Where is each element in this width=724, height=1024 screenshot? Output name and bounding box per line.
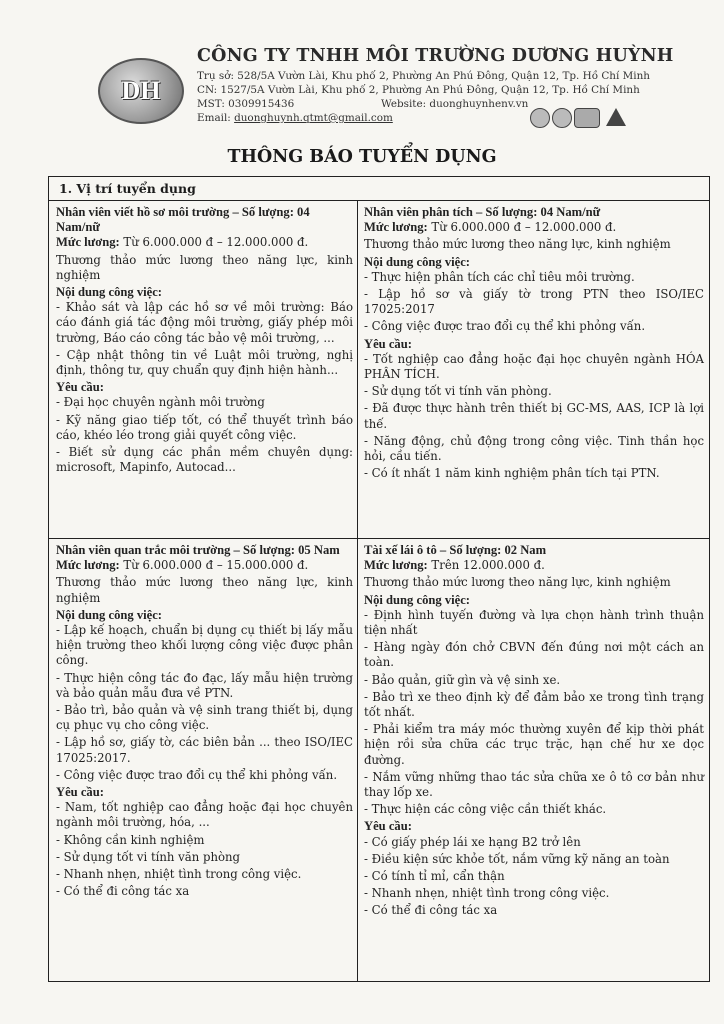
- salary-label: Mức lương:: [364, 220, 428, 235]
- negotiate-note: Thương thảo mức lương theo năng lực, kinh nghiệm: [364, 237, 671, 252]
- job-title: Nhân viên phân tích – Số lượng: 04 Nam/nữ: [364, 205, 601, 219]
- list-item: - Nam, tốt nghiệp cao đẳng hoặc đại học chuyên ngành môi trường, hóa, ...: [56, 800, 353, 830]
- salary-value: Từ 6.000.000 đ – 15.000.000 đ.: [119, 558, 309, 573]
- list-item: - Có tính tỉ mỉ, cẩn thận: [364, 869, 505, 884]
- duties-list: [56, 300, 353, 378]
- list-item: - Thực hiện phân tích các chỉ tiêu môi trường.: [364, 269, 635, 284]
- document-title: THÔNG BÁO TUYỂN DỤNG: [227, 147, 497, 167]
- duties-list: [364, 270, 704, 335]
- list-item: - Không cần kinh nghiệm: [56, 832, 205, 847]
- column-divider: [357, 201, 358, 981]
- duties-title: Nội dung công việc:: [364, 254, 471, 269]
- bao-hoa-cert-icon: [574, 108, 600, 128]
- list-item: - Đã được thực hành trên thiết bị GC-MS, AAS, ICP là lợi thế.: [364, 401, 704, 431]
- requirements-list: [364, 352, 704, 482]
- requirements-title: Yêu cầu:: [56, 380, 104, 395]
- email-line: [197, 112, 393, 124]
- job-title: Nhân viên quan trắc môi trường – Số lượng: 05 Nam: [56, 543, 340, 557]
- seal-cert-icon: [552, 108, 572, 128]
- list-item: - Bảo trì, bảo quản và vệ sinh trang thiết bị, dụng cụ phục vụ cho công việc.: [56, 703, 353, 733]
- requirements-title: Yêu cầu:: [364, 819, 412, 834]
- list-item: - Lập hồ sơ, giấy tờ, các biên bản ... theo ISO/IEC 17025:2017.: [56, 735, 353, 765]
- list-item: - Kỹ năng giao tiếp tốt, có thể thuyết trình báo cáo, khéo léo trong giải quyết công việc.: [56, 412, 353, 442]
- list-item: - Nhanh nhẹn, nhiệt tình trong công việc.: [56, 867, 302, 882]
- logo-text: DH: [121, 76, 161, 105]
- duties-list: [364, 608, 704, 818]
- salary-line: [56, 235, 353, 250]
- salary-value: Từ 6.000.000 đ – 12.000.000 đ.: [427, 220, 617, 235]
- certification-logos: [530, 108, 630, 132]
- company-logo: [98, 58, 184, 124]
- list-item: - Nắm vững những thao tác sửa chữa xe ô tô cơ bản như thay lốp xe.: [364, 769, 704, 800]
- negotiate-note: Thương thảo mức lương theo năng lực, kinh nghiệm: [364, 575, 671, 590]
- list-item: - Có giấy phép lái xe hạng B2 trở lên: [364, 834, 581, 849]
- requirements-title: Yêu cầu:: [56, 785, 104, 800]
- salary-label: Mức lương:: [364, 558, 428, 573]
- list-item: - Phải kiểm tra máy móc thường xuyên để kịp thời phát hiện rồi sửa chữa các trục trặc, hạn chế hư xe dọc đường.: [364, 722, 704, 767]
- job-title: Nhân viên viết hồ sơ môi trường – Số lượng: 04 Nam/nữ: [56, 205, 310, 235]
- list-item: - Công việc được trao đổi cụ thể khi phỏng vấn.: [56, 767, 338, 782]
- list-item: - Công việc được trao đổi cụ thể khi phỏng vấn.: [364, 319, 646, 334]
- list-item: - Sử dụng tốt vi tính văn phòng: [56, 849, 241, 864]
- negotiate-note: Thương thảo mức lương theo năng lực, kinh nghiệm: [56, 575, 353, 605]
- list-item: - Đại học chuyên ngành môi trường: [56, 395, 265, 410]
- position-environmental-records: [56, 205, 353, 477]
- position-driver: [364, 543, 704, 921]
- duties-title: Nội dung công việc:: [56, 607, 163, 622]
- list-item: - Lập hồ sơ và giấy tờ trong PTN theo ISO/IEC 17025:2017: [364, 287, 704, 317]
- tax-code: MST: 0309915436: [197, 98, 295, 110]
- list-item: - Bảo trì xe theo định kỳ để đảm bảo xe trong tình trạng tốt nhất.: [364, 689, 704, 720]
- positions-table: [48, 176, 710, 982]
- list-item: - Sử dụng tốt vi tính văn phòng.: [364, 384, 552, 399]
- list-item: - Bảo quản, giữ gìn và vệ sinh xe.: [364, 672, 561, 687]
- head-office-address: Trụ sở: 528/5A Vườn Lài, Khu phố 2, Phường An Phú Đông, Quận 12, Tp. Hồ Chí Minh: [197, 70, 650, 82]
- requirements-list: [364, 835, 704, 919]
- list-item: - Điều kiện sức khỏe tốt, nắm vững kỹ năng an toàn: [364, 851, 670, 866]
- position-lab-analyst: [364, 205, 704, 483]
- position-environmental-monitoring: [56, 543, 353, 901]
- company-name: CÔNG TY TNHH MÔI TRƯỜNG DƯƠNG HUỲNH: [197, 46, 674, 66]
- globe-cert-icon: [530, 108, 550, 128]
- salary-label: Mức lương:: [56, 235, 120, 250]
- list-item: - Cập nhật thông tin về Luật môi trường, nghị định, thông tư, quy chuẩn quy định hiện hành...: [56, 347, 353, 378]
- row-divider: [49, 538, 709, 539]
- salary-line: [364, 220, 704, 235]
- duties-title: Nội dung công việc:: [56, 285, 163, 300]
- list-item: - Lập kế hoạch, chuẩn bị dụng cụ thiết bị lấy mẫu hiện trường theo khối lượng công việc được phân công.: [56, 623, 353, 668]
- salary-line: [364, 558, 704, 573]
- duties-title: Nội dung công việc:: [364, 592, 471, 607]
- list-item: - Định hình tuyến đường và lựa chọn hành trình thuận tiện nhất: [364, 607, 704, 638]
- table-header: 1. Vị trí tuyển dụng: [49, 177, 709, 201]
- list-item: - Hàng ngày đón chở CBVN đến đúng nơi một cách an toàn.: [364, 640, 704, 670]
- list-item: - Thực hiện các công việc cần thiết khác.: [364, 802, 607, 817]
- requirements-list: [56, 800, 353, 899]
- branch-address: CN: 1527/5A Vườn Lài, Khu phố 2, Phường An Phú Đông, Quận 12, Tp. Hồ Chí Minh: [197, 84, 640, 96]
- salary-line: [56, 558, 353, 573]
- salary-value: Trên 12.000.000 đ.: [427, 558, 545, 573]
- salary-value: Từ 6.000.000 đ – 12.000.000 đ.: [119, 235, 309, 250]
- list-item: - Khảo sát và lập các hồ sơ về môi trường: Báo cáo đánh giá tác động môi trường, giấy phép môi trường, Báo cáo công tác bảo vệ môi trường, ...: [56, 300, 353, 345]
- duties-list: [56, 623, 353, 783]
- requirements-list: [56, 395, 353, 475]
- list-item: - Nhanh nhẹn, nhiệt tình trong công việc.: [364, 886, 610, 901]
- list-item: - Tốt nghiệp cao đẳng hoặc đại học chuyên ngành HÓA PHÂN TÍCH.: [364, 351, 704, 382]
- email-link[interactable]: duonghuynh.qtmt@gmail.com: [234, 112, 393, 124]
- requirements-title: Yêu cầu:: [364, 336, 412, 351]
- email-label: Email:: [197, 112, 235, 124]
- job-title: Tài xế lái ô tô – Số lượng: 02 Nam: [364, 543, 547, 557]
- list-item: - Năng động, chủ động trong công việc. Tinh thần học hỏi, cầu tiến.: [364, 433, 704, 464]
- list-item: - Thực hiện công tác đo đạc, lấy mẫu hiện trường và bảo quản mẫu đưa về PTN.: [56, 670, 353, 700]
- list-item: - Có ít nhất 1 năm kinh nghiệm phân tích tại PTN.: [364, 466, 660, 481]
- list-item: - Biết sử dụng các phần mềm chuyên dụng: microsoft, Mapinfo, Autocad...: [56, 445, 353, 475]
- aosc-triangle-icon: [606, 108, 626, 126]
- website: Website: duonghuynhenv.vn: [381, 98, 529, 110]
- negotiate-note: Thương thảo mức lương theo năng lực, kinh nghiệm: [56, 252, 353, 282]
- list-item: - Có thể đi công tác xa: [56, 884, 190, 899]
- list-item: - Có thể đi công tác xa: [364, 903, 498, 918]
- salary-label: Mức lương:: [56, 558, 120, 573]
